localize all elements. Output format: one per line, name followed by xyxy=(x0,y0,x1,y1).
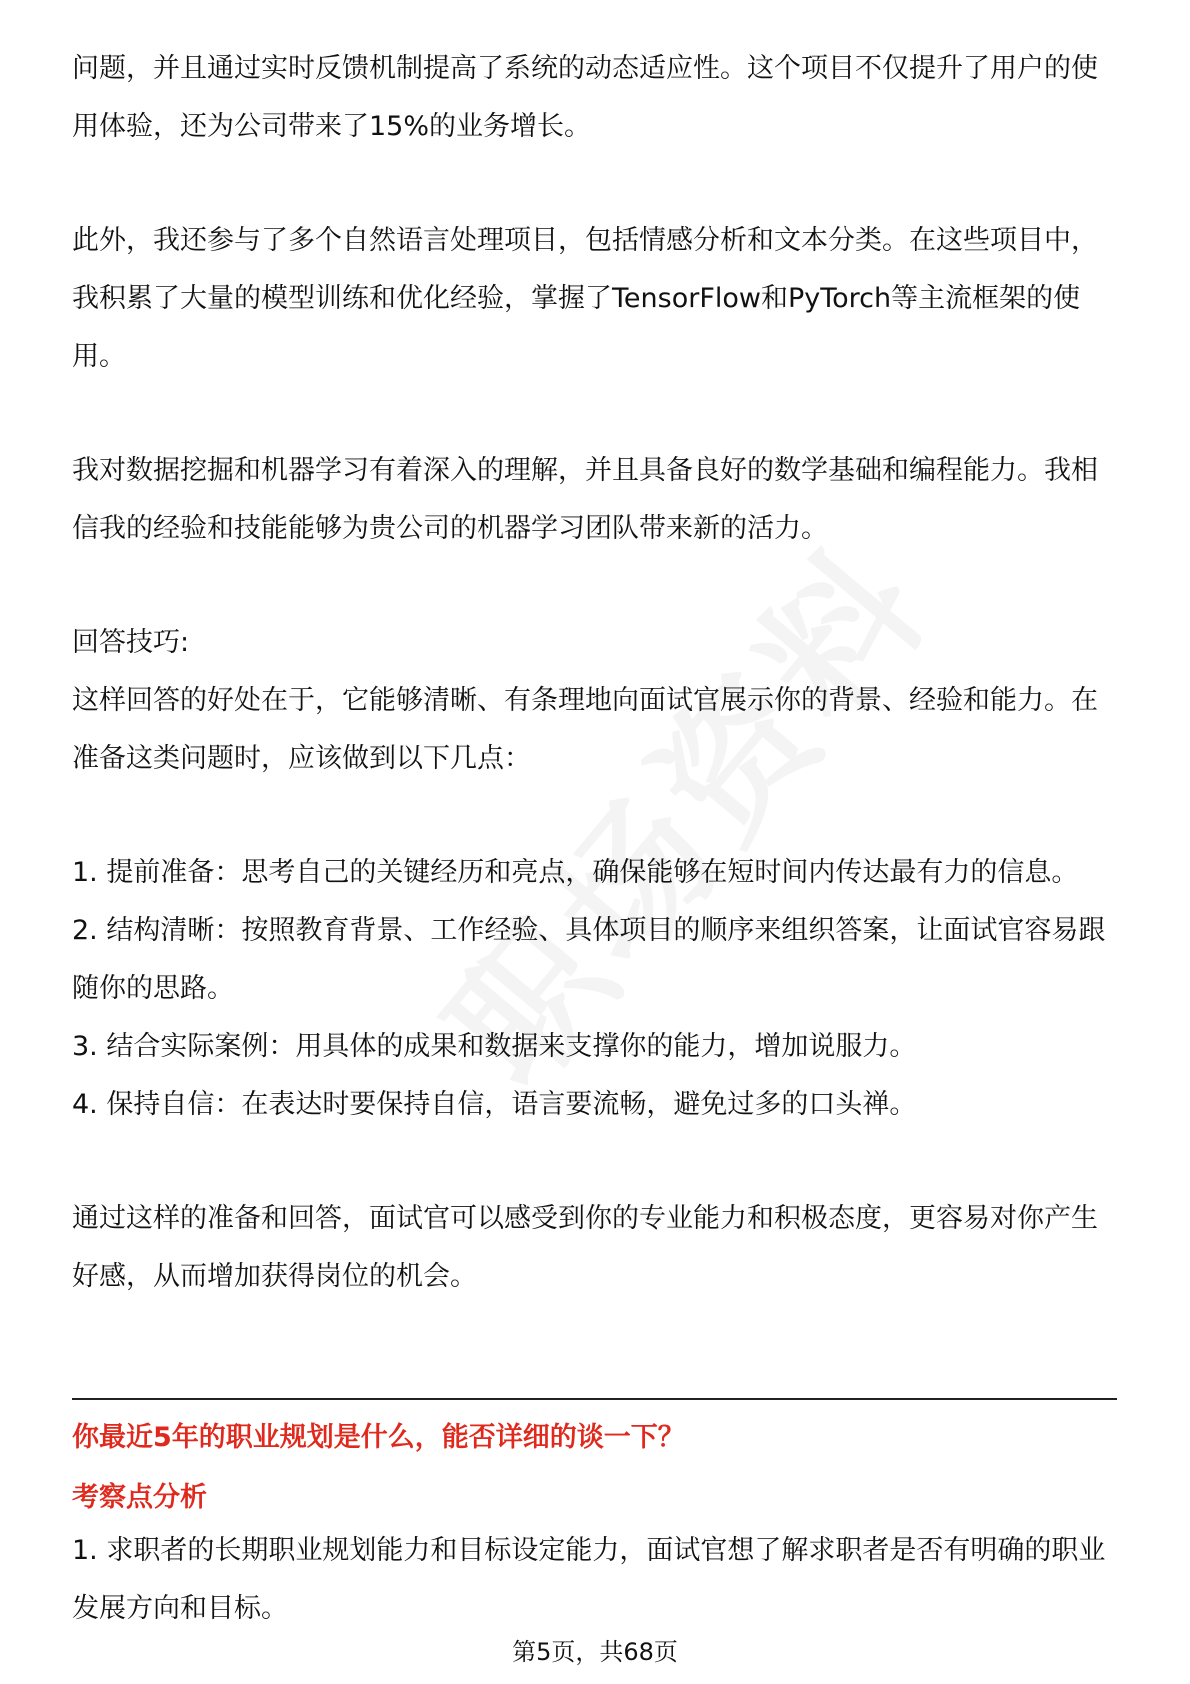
tips-label: 回答技巧: xyxy=(72,627,190,658)
tips-intro: 这样回答的好处在于，它能够清晰、有条理地向面试官展示你的背景、经验和能力。在准备这类问题时，应该做到以下几点： xyxy=(72,685,1098,774)
tip-item-3: 3. 结合实际案例：用具体的成果和数据来支撑你的能力，增加说服力。 xyxy=(72,1031,917,1062)
tip-item-4: 4. 保持自信：在表达时要保持自信，语言要流畅，避免过多的口头禅。 xyxy=(72,1089,917,1120)
page-number: 第5页，共68页 xyxy=(512,1638,678,1666)
analysis-heading: 考察点分析 xyxy=(72,1482,207,1513)
section-divider xyxy=(72,1398,1117,1400)
paragraph-project-result: 问题，并且通过实时反馈机制提高了系统的动态适应性。这个项目不仅提升了用户的使用体验，还为公司带来了15%的业务增长。 xyxy=(72,53,1098,142)
analysis-item-1: 1. 求职者的长期职业规划能力和目标设定能力，面试官想了解求职者是否有明确的职业发展方向和目标。 xyxy=(72,1535,1106,1624)
conclusion-paragraph: 通过这样的准备和回答，面试官可以感受到你的专业能力和积极态度，更容易对你产生好感，从而增加获得岗位的机会。 xyxy=(72,1203,1098,1292)
paragraph-skills-summary: 我对数据挖掘和机器学习有着深入的理解，并且具备良好的数学基础和编程能力。我相信我的经验和技能能够为贵公司的机器学习团队带来新的活力。 xyxy=(72,455,1098,544)
tip-item-2: 2. 结构清晰：按照教育背景、工作经验、具体项目的顺序来组织答案，让面试官容易跟随你的思路。 xyxy=(72,915,1106,1004)
question-title: 你最近5年的职业规划是什么，能否详细的谈一下？ xyxy=(72,1422,685,1453)
paragraph-nlp-projects: 此外，我还参与了多个自然语言处理项目，包括情感分析和文本分类。在这些项目中，我积累了大量的模型训练和优化经验，掌握了TensorFlow和PyTorch等主流框架的使用。 xyxy=(72,225,1098,372)
tip-item-1: 1. 提前准备：思考自己的关键经历和亮点，确保能够在短时间内传达最有力的信息。 xyxy=(72,857,1079,888)
answer-body xyxy=(72,40,1117,1306)
